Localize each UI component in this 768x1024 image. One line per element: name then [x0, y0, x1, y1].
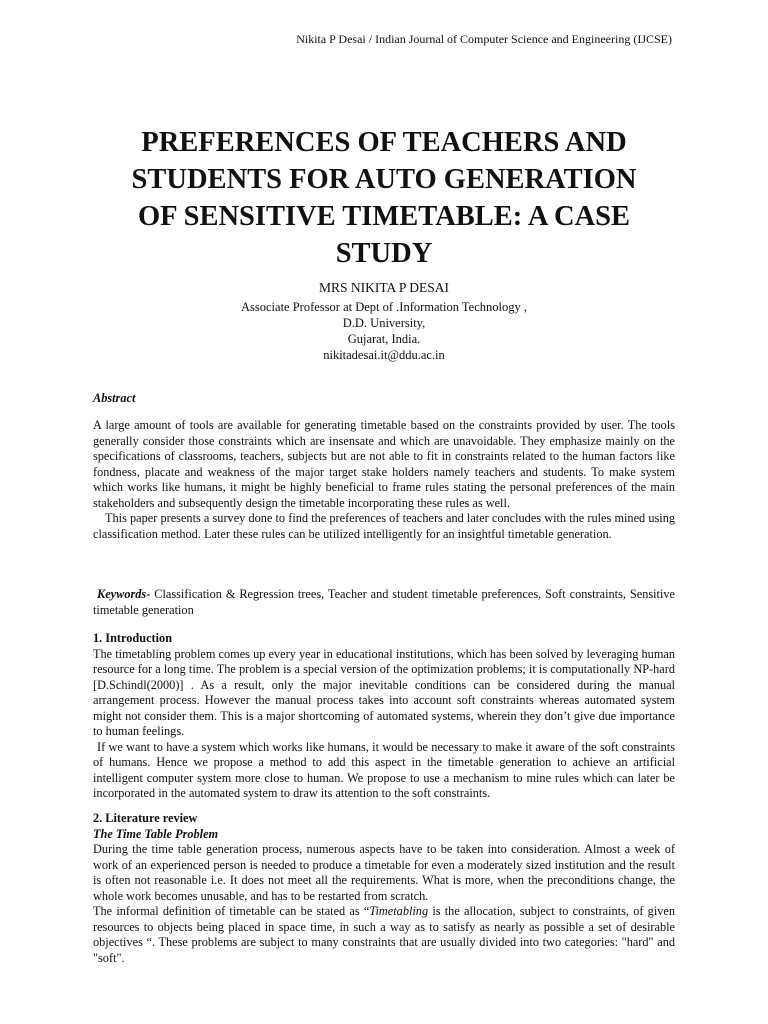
- abstract-label: Abstract: [93, 391, 136, 405]
- running-header: Nikita P Desai / Indian Journal of Computer Science and Engineering (IJCSE): [296, 32, 672, 46]
- body-paragraph: The timetabling problem comes up every year in educational institutions, which has been solved by leveraging human resource for a long time. The problem is a special version of the optimization problems; it is computationally NP-hard [D.Schindl(2000)] . As a result, only the major inevitable conditions can be considered during the manual arrangement process. However the manual process takes into account soft constraints whereas automated system might not consider them. This is a major shortcoming of automated systems, wherein they don’t give due importance to human feelings.: [93, 646, 675, 738]
- keywords-text: Classification & Regression trees, Teacher and student timetable preferences, Soft constraints, Sensitive timetable generation: [93, 587, 675, 617]
- body-paragraph: During the time table generation process, numerous aspects have to be taken into consideration. Almost a week of work of an experienced person is needed to produce a timetable for even a moderately sized institution and the result is often not reasonable i.e. It does not meet all the requirements. What is more, when the preconditions change, the whole work becomes unusable, and has to be restarted from scratch.: [93, 842, 675, 903]
- introduction-section: [93, 631, 675, 802]
- literature-section: [93, 811, 675, 966]
- title-line: OF SENSITIVE TIMETABLE: A CASE: [137, 201, 631, 232]
- author-location: Gujarat, India.: [347, 332, 421, 346]
- author-affiliation: Associate Professor at Dept of .Information Technology ,: [241, 300, 527, 314]
- section-heading: 2. Literature review: [93, 811, 198, 825]
- title-line: PREFERENCES OF TEACHERS AND: [141, 127, 627, 158]
- author-block: [134, 279, 634, 363]
- author-email: nikitadesai.it@ddu.ac.in: [323, 348, 445, 362]
- title-line: STUDY: [335, 238, 433, 269]
- subsection-heading: The Time Table Problem: [93, 826, 219, 841]
- paper-title: [60, 124, 708, 272]
- section-heading: 1. Introduction: [93, 631, 173, 645]
- abstract-paragraph: This paper presents a survey done to find the preferences of teachers and later concludes with the rules mined using classification method. Later these rules can be utilized intelligently for an insightful timetable generation.: [93, 511, 675, 541]
- author-name: MRS NIKITA P DESAI: [318, 280, 450, 295]
- body-paragraph: The informal definition of timetable can be stated as “Timetabling is the allocation, subject to constraints, of given resources to objects being placed in space time, in such a way as to satisfy as nearly as possible a set of desirable objectives “. These problems are subject to many constraints that are usually divided into two categories: "hard" and "soft".: [93, 904, 675, 965]
- emphasis-term: Timetabling: [369, 904, 429, 918]
- title-line: STUDENTS FOR AUTO GENERATION: [131, 164, 637, 195]
- keywords-label: Keywords-: [97, 587, 151, 601]
- abstract-paragraph: A large amount of tools are available for generating timetable based on the constraints provided by user. The tools generally consider those constraints which are insensate and which are unavoidable. They emphasize mainly on the specifications of classrooms, teachers, subjects but are not able to fit in constraints related to the human factors like fondness, placate and weakness of the major target stake holders namely teachers and students. To make system which works like humans, it might be highly beneficial to frame rules stating the personal preferences of the main stakeholders and subsequently design the timetable incorporating these rules as well.: [93, 418, 675, 510]
- body-paragraph: If we want to have a system which works like humans, it would be necessary to make it aware of the soft constraints of humans. Hence we propose a method to add this aspect in the timetable generation to achieve an artificial intelligent computer system more close to human. We propose to use a mechanism to mine rules which can later be incorporated in the automated system to draw its attention to the soft constraints.: [93, 739, 675, 800]
- abstract-section: [93, 418, 675, 542]
- keywords-section: [93, 587, 675, 618]
- author-university: D.D. University,: [342, 316, 426, 330]
